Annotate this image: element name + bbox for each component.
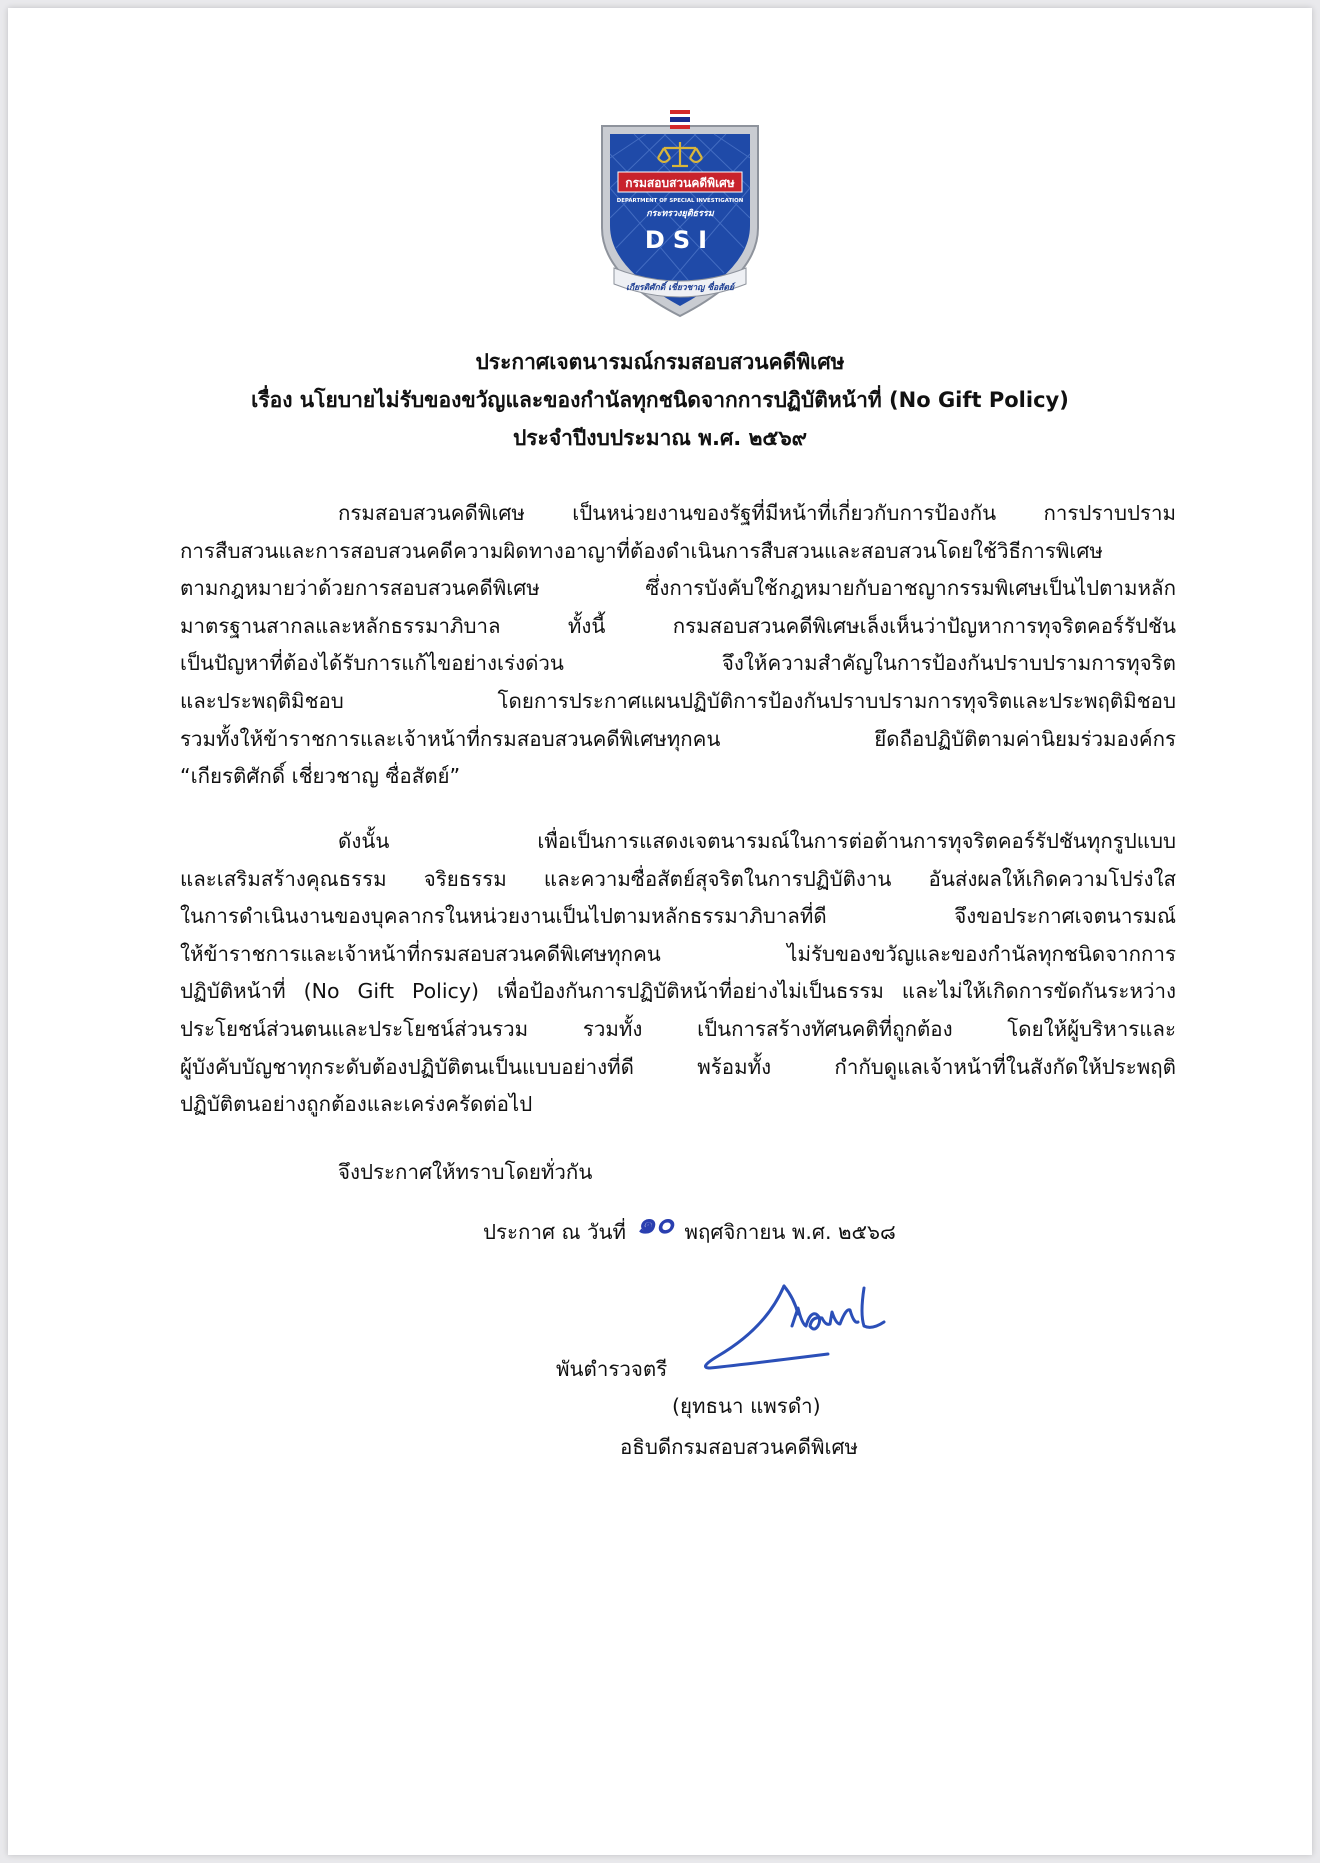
heading-line-1: ประกาศเจตนารมณ์กรมสอบสวนคดีพิเศษ bbox=[475, 350, 845, 374]
paragraph-line: ผู้บังคับบัญชาทุกระดับต้องปฏิบัติตนเป็นแบบอย่างที่ดี พร้อมทั้ง กำกับดูแลเจ้าหน้าที่ในสังกัดให้ประพฤติ bbox=[180, 1054, 1176, 1079]
paragraph-line: มาตรฐานสากลและหลักธรรมาภิบาล ทั้งนี้ กรมสอบสวนคดีพิเศษเล็งเห็นว่าปัญหาการทุจริตคอร์รัปชัน bbox=[180, 613, 1176, 638]
closing-statement: จึงประกาศให้ทราบโดยทั่วกัน bbox=[338, 1160, 593, 1184]
paragraph-line: ให้ข้าราชการและเจ้าหน้าที่กรมสอบสวนคดีพิเศษทุกคน ไม่รับของขวัญและของกำนัลทุกชนิดจากการ bbox=[180, 941, 1176, 966]
heading-line-3: ประจำปีงบประมาณ พ.ศ. ๒๕๖๙ bbox=[512, 426, 808, 450]
paragraph-line: รวมทั้งให้ข้าราชการและเจ้าหน้าที่กรมสอบสวนคดีพิเศษทุกคน ยึดถือปฏิบัติตามค่านิยมร่วมองค์กร bbox=[180, 726, 1176, 751]
paragraph-line: เป็นปัญหาที่ต้องได้รับการแก้ไขอย่างเร่งด่วน จึงให้ความสำคัญในการป้องกันปราบปรามการทุจริต bbox=[180, 651, 1176, 676]
paragraph-line: และเสริมสร้างคุณธรรม จริยธรรม และความซื่อสัตย์สุจริตในการปฏิบัติงาน อันส่งผลให้เกิดความโปร่งใส bbox=[180, 866, 1176, 891]
logo-acronym: DSI bbox=[644, 226, 716, 254]
logo-name-en: DEPARTMENT OF SPECIAL INVESTIGATION bbox=[616, 198, 744, 204]
date-day-handwritten: ๑๐ bbox=[636, 1206, 674, 1241]
document-page bbox=[8, 8, 1312, 1855]
dsi-logo bbox=[596, 108, 764, 323]
paragraph-line: และประพฤติมิชอบ โดยการประกาศแผนปฏิบัติการป้องกันปราบปรามการทุจริตและประพฤติมิชอบ bbox=[180, 688, 1176, 713]
logo-name-th: กรมสอบสวนคดีพิเศษ bbox=[625, 176, 735, 190]
date-prefix: ประกาศ ณ วันที่ bbox=[483, 1220, 627, 1244]
signatory-rank: พันตำรวจตรี bbox=[556, 1357, 668, 1381]
signatory-name: (ยุทธนา แพรดำ) bbox=[672, 1394, 821, 1418]
paragraph-line: การสืบสวนและการสอบสวนคดีความผิดทางอาญาที่ต้องดำเนินการสืบสวนและสอบสวนโดยใช้วิธีการพิเศษ bbox=[180, 538, 1103, 563]
paragraph-line: กรมสอบสวนคดีพิเศษ เป็นหน่วยงานของรัฐที่มีหน้าที่เกี่ยวกับการป้องกัน การปราบปราม bbox=[338, 501, 1176, 525]
paragraph-line: “เกียรติศักดิ์ เชี่ยวชาญ ซื่อสัตย์” bbox=[180, 764, 461, 789]
paragraph-line: ในการดำเนินงานของบุคลากรในหน่วยงานเป็นไปตามหลักธรรมาภิบาลที่ดี จึงขอประกาศเจตนารมณ์ bbox=[180, 904, 1176, 929]
paragraph-line: ปฏิบัติตนอย่างถูกต้องและเคร่งครัดต่อไป bbox=[180, 1092, 533, 1117]
paragraph-line: ประโยชน์ส่วนตนและประโยชน์ส่วนรวม รวมทั้ง เป็นการสร้างทัศนคติที่ถูกต้อง โดยให้ผู้บริหารและ bbox=[180, 1016, 1176, 1041]
signatory-title: อธิบดีกรมสอบสวนคดีพิเศษ bbox=[620, 1435, 859, 1459]
logo-ministry: กระทรวงยุติธรรม bbox=[646, 209, 714, 219]
body-paragraph-2 bbox=[180, 823, 1176, 1124]
paragraph-line: ปฏิบัติหน้าที่ (No Gift Policy) เพื่อป้องกันการปฏิบัติหน้าที่อย่างไม่เป็นธรรม และไม่ให้เกิดการขัดกันระหว่าง bbox=[180, 979, 1176, 1004]
paragraph-line: ดังนั้น เพื่อเป็นการแสดงเจตนารมณ์ในการต่อต้านการทุจริตคอร์รัปชันทุกรูปแบบ bbox=[338, 829, 1176, 853]
logo-motto: เกียรติศักดิ์ เชี่ยวชาญ ซื่อสัตย์ bbox=[626, 283, 734, 293]
heading-line-2: เรื่อง นโยบายไม่รับของขวัญและของกำนัลทุกชนิดจากการปฏิบัติหน้าที่ (No Gift Policy) bbox=[251, 388, 1069, 412]
date-suffix: พฤศจิกายน พ.ศ. ๒๕๖๘ bbox=[684, 1220, 896, 1244]
body-paragraph-1 bbox=[180, 495, 1176, 796]
paragraph-line: ตามกฎหมายว่าด้วยการสอบสวนคดีพิเศษ ซึ่งการบังคับใช้กฎหมายกับอาชญากรรมพิเศษเป็นไปตามหลัก bbox=[180, 576, 1176, 601]
handwritten-signature bbox=[688, 1268, 918, 1388]
announcement-date bbox=[483, 1206, 896, 1253]
